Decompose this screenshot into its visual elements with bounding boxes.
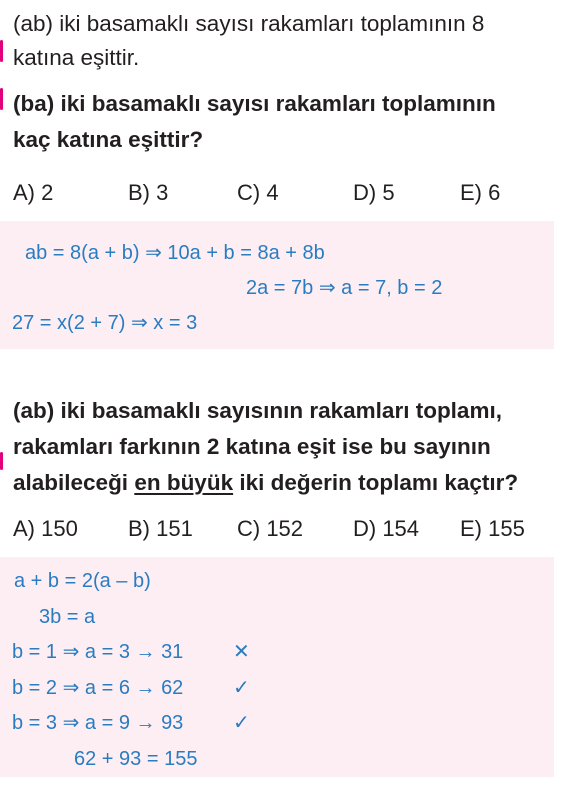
q1-choice-b[interactable]: B) 3 (128, 180, 169, 205)
q1-solution-line-1: ab = 8(a + b) ⇒ 10a + b = 8a + 8b (25, 242, 325, 264)
margin-marker (0, 40, 3, 62)
q2-choice-c[interactable]: C) 152 (237, 516, 304, 541)
q2-solution-case-2: b = 2 ⇒ a = 6 → 62 (12, 677, 184, 699)
q2-question-line-3 (13, 469, 518, 497)
check-icon: ✓ (233, 677, 250, 699)
q1-choice-e[interactable]: E) 6 (460, 180, 501, 205)
check-icon: ✓ (233, 712, 250, 734)
q2-choice-d[interactable]: D) 154 (353, 516, 420, 541)
q1-solution-line-2: 2a = 7b ⇒ a = 7, b = 2 (246, 277, 443, 299)
q1-solution-box (0, 221, 554, 349)
q2-solution-case-1: b = 1 ⇒ a = 3 → 31 (12, 641, 184, 663)
q2-question-line-2: rakamları farkının 2 katına eşit ise bu sayının (13, 434, 491, 459)
q2-solution-relation: 3b = a (39, 606, 96, 628)
q2-choice-a[interactable]: A) 150 (13, 516, 78, 541)
q2-underlined-phrase: en büyük (134, 470, 234, 495)
q2-question-line-3-pre: alabileceği (13, 470, 135, 495)
cross-icon: ✕ (233, 641, 250, 663)
q1-statement-line-1: (ab) iki basamaklı sayısı rakamları toplamının 8 (13, 11, 485, 36)
margin-marker (0, 88, 3, 110)
margin-marker (0, 452, 3, 470)
q2-choice-b[interactable]: B) 151 (128, 516, 193, 541)
q2-solution-equation: a + b = 2(a – b) (14, 570, 151, 592)
q1-question-line-1: (ba) iki basamaklı sayısı rakamları toplamının (13, 91, 496, 116)
q1-choice-c[interactable]: C) 4 (237, 180, 279, 205)
q1-question-line-2: kaç katına eşittir? (13, 127, 204, 152)
q2-solution-case-3: b = 3 ⇒ a = 9 → 93 (12, 712, 184, 734)
q1-choice-a[interactable]: A) 2 (13, 180, 54, 205)
q1-statement-line-2: katına eşittir. (13, 45, 140, 70)
q2-choice-e[interactable]: E) 155 (460, 516, 525, 541)
q2-solution-total: 62 + 93 = 155 (74, 748, 198, 770)
q2-solution-box (0, 557, 554, 777)
q2-question-line-1: (ab) iki basamaklı sayısının rakamları toplamı, (13, 398, 502, 423)
q1-solution-line-3: 27 = x(2 + 7) ⇒ x = 3 (12, 312, 198, 334)
q1-choice-d[interactable]: D) 5 (353, 180, 395, 205)
q2-question-line-3-post: iki değerin toplamı kaçtır? (233, 470, 519, 495)
